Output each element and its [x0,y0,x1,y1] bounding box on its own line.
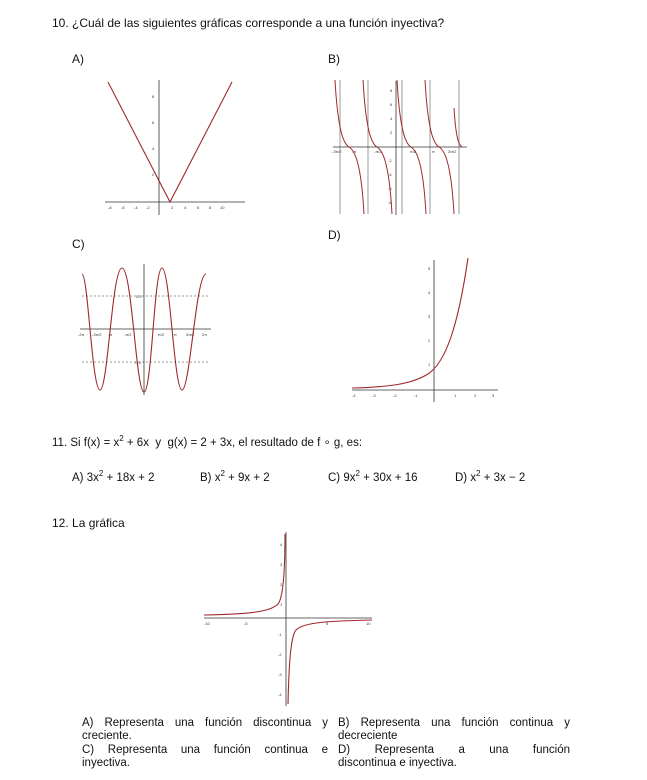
graph-d-ytick: 1 [428,362,431,367]
q12-answer-a-line1: A) Representa una función discontinua y [82,717,328,729]
graph-e-xtick: -5 [244,621,248,626]
graph-b-xtick: -π [352,149,357,154]
graph-a-curve [108,82,232,202]
q11-option-b[interactable] [200,469,270,484]
graph-e-ytick: -4 [278,692,282,697]
q11-option-d-label: D) [455,472,468,484]
graph-d-xtick: -1 [414,393,418,398]
q12-answer-b-line2: decreciente [338,730,398,742]
graph-c-ytick: -0.5 [134,360,141,365]
graph-b-ytick: -4 [388,172,392,177]
graph-a-xtick: -6 [121,205,125,210]
graph-a-xtick: -8 [108,205,112,210]
graph-a-xtick: -4 [134,205,138,210]
q12-answer-b-line1: B) Representa una función continua y [338,717,570,729]
graph-e-ytick: 2 [280,582,283,587]
q11-option-c-term: 9x [343,472,356,484]
q11-option-d[interactable] [455,469,526,484]
graph-c-xtick: -3π/2 [92,332,102,337]
graph-b-xtick: 3π/2 [448,149,457,154]
graph-d-curve [352,258,468,388]
graph-b-xtick: π/2 [410,149,417,154]
graph-b-tangent [330,78,470,218]
q11-option-a[interactable] [72,469,155,484]
graph-d-ytick: 2 [428,338,431,343]
q11-option-a-exponent: 2 [98,469,104,478]
option-d-label: D) [328,228,341,242]
q12-answer-a[interactable] [82,717,328,743]
graph-e-xtick: 5 [326,621,329,626]
q11-conjunction: y [155,437,162,449]
q12-answer-c-line2: inyectiva. [82,757,130,769]
graph-d-ytick: 5 [428,266,431,271]
graph-c-xtick: -2π [78,332,85,337]
graph-c-xtick: π [174,332,177,337]
graph-a-xtick: 8 [209,205,212,210]
graph-b-ytick: -8 [388,200,392,205]
q11-option-c-exponent: 2 [355,469,360,478]
graph-d-xtick: -3 [372,393,376,398]
q12-answer-a-line2: creciente. [82,730,132,742]
graph-a-xtick: -2 [146,205,150,210]
graph-a-xtick: 10 [220,205,225,210]
graph-a-absolute-value [100,70,250,220]
graph-a-ytick: 6 [152,120,155,125]
graph-e-ytick: 3 [280,562,283,567]
graph-a-xtick: 6 [197,205,200,210]
q12-answer-c[interactable] [82,744,328,770]
q11-option-c-label: C) [328,472,341,484]
q11-g-def: g(x) = 2 + 3x [167,437,233,449]
q11-f-lhs: f(x) = x [83,437,120,449]
graph-e-ytick: -3 [278,672,282,677]
q11-option-a-term: 3x [86,472,99,484]
q11-option-d-rest: + 3x − 2 [480,472,526,484]
graph-a-xtick: 2 [171,205,174,210]
graph-e-ytick: -1 [278,632,282,637]
graph-b-ytick: 8 [390,88,393,93]
graph-e-ytick: 1 [280,602,283,607]
option-b-label: B) [328,52,340,66]
graph-d-xtick: -2 [393,393,397,398]
graph-e-xtick: -10 [204,621,210,626]
q11-option-b-term: x [214,472,221,484]
graph-a-ytick: 8 [152,94,155,99]
graph-e-left-branch [204,534,285,615]
q12-answer-c-line1: C) Representa una función continua e [82,744,328,756]
graph-b-ytick: 6 [390,102,393,107]
graph-c-xtick: π/2 [158,332,165,337]
question-10-text: 10. ¿Cuál de las siguientes gráficas corresponde a una función inyectiva? [52,16,445,30]
graph-c-ytick: 0.5 [136,294,142,299]
graph-a-xtick: 4 [184,205,187,210]
q11-mid-text: , el resultado de [232,437,314,449]
graph-b-xtick: -π/2 [374,149,382,154]
q11-option-a-rest: + 18x + 2 [103,472,155,484]
q11-option-b-rest: + 9x + 2 [224,472,270,484]
graph-d-xtick: 2 [474,393,477,398]
q12-answer-d-line1: D) Representa a una función [338,744,570,756]
graph-a-ytick: 2 [152,172,155,177]
graph-q12-hyperbola [200,530,375,708]
graph-c-xtick: -π [108,332,113,337]
q11-option-d-exponent: 2 [476,469,481,478]
graph-d-xtick: 1 [454,393,457,398]
graph-d-ytick: 3 [428,314,431,319]
graph-d-ytick: 4 [428,290,431,295]
q12-answer-d[interactable] [338,744,570,770]
q11-option-a-label: A) [72,472,84,484]
graph-b-ytick: -6 [388,186,392,191]
graph-d-xtick: 3 [492,393,495,398]
graph-b-ytick: 2 [390,130,393,135]
graph-b-xtick: -3π/2 [332,149,342,154]
question-11-text [52,435,362,449]
graph-e-ytick: -2 [278,652,282,657]
q11-option-b-label: B) [200,472,212,484]
q11-number: 11. Si [52,437,81,449]
q11-end-text: , es: [340,437,363,449]
option-a-label: A) [72,52,84,66]
graph-d-exponential [350,256,500,404]
graph-a-ytick: 4 [152,146,155,151]
graph-d-xtick: -4 [352,393,356,398]
q11-option-c[interactable] [328,469,418,484]
q12-answer-d-line2: discontinua e inyectiva. [338,757,457,769]
graph-e-right-branch [288,620,372,704]
q11-option-d-term: x [470,472,477,484]
q11-composition: f ∘ g [317,437,341,449]
graph-b-branch [454,108,462,147]
graph-c-cosine [78,262,213,397]
graph-e-xtick: 10 [366,621,371,626]
graph-c-xtick: -π/2 [124,332,132,337]
q11-f-rhs: + 6x [123,437,149,449]
q11-f-def [83,434,149,449]
q11-option-c-rest: + 30x + 16 [359,472,418,484]
question-12-text: 12. La gráfica [52,516,125,530]
graph-c-xtick: 3π/2 [186,332,195,337]
q11-option-b-exponent: 2 [220,469,225,478]
graph-b-ytick: 4 [390,116,393,121]
graph-e-ytick: 4 [280,542,283,547]
option-c-label: C) [72,237,85,251]
q11-f-exponent: 2 [119,434,124,443]
graph-b-ytick: -2 [388,158,392,163]
graph-b-xtick: π [432,149,435,154]
graph-c-xtick: 2π [202,332,207,337]
q12-answer-b[interactable] [338,717,570,743]
